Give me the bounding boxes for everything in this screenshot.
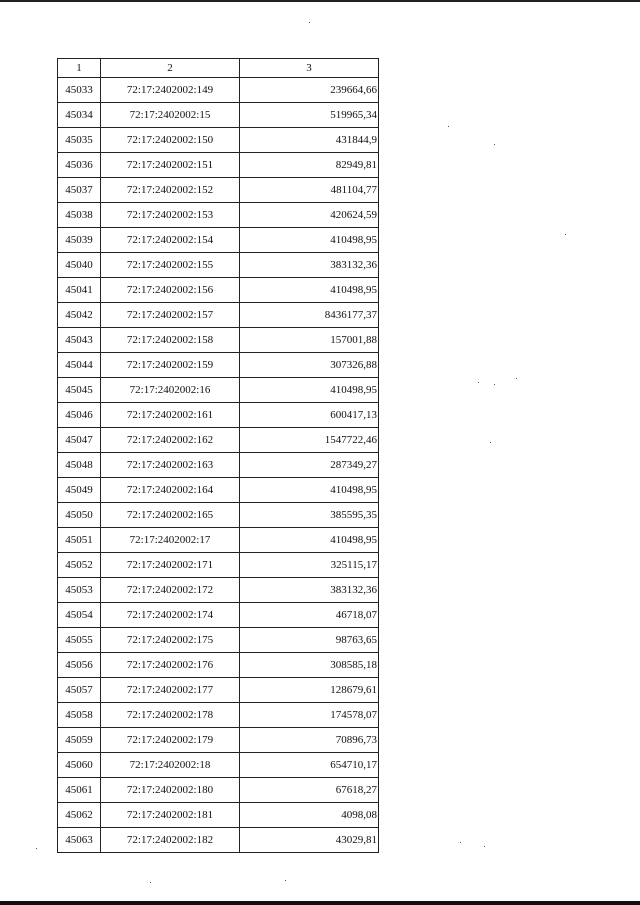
table-row [58,778,379,803]
value-cell: 325115,17 [240,553,379,578]
row-number-cell: 45045 [58,378,101,403]
row-number-cell: 45043 [58,328,101,353]
cadastral-number-cell: 72:17:2402002:155 [101,253,240,278]
row-number-cell: 45058 [58,703,101,728]
table-row [58,103,379,128]
row-number-cell: 45038 [58,203,101,228]
scan-edge-bottom [0,901,640,905]
table-row [58,303,379,328]
column-header-1: 1 [58,59,101,78]
row-number-cell: 45055 [58,628,101,653]
table-row [58,703,379,728]
scan-speck [494,384,495,385]
value-cell: 481104,77 [240,178,379,203]
table-row [58,628,379,653]
value-cell: 287349,27 [240,453,379,478]
table-row [58,178,379,203]
value-cell: 600417,13 [240,403,379,428]
cadastral-number-cell: 72:17:2402002:157 [101,303,240,328]
row-number-cell: 45050 [58,503,101,528]
value-cell: 174578,07 [240,703,379,728]
value-cell: 46718,07 [240,603,379,628]
value-cell: 410498,95 [240,528,379,553]
row-number-cell: 45053 [58,578,101,603]
cadastral-number-cell: 72:17:2402002:179 [101,728,240,753]
row-number-cell: 45059 [58,728,101,753]
cadastral-number-cell: 72:17:2402002:180 [101,778,240,803]
cadastral-table [57,58,379,853]
cadastral-number-cell: 72:17:2402002:177 [101,678,240,703]
scan-speck [478,382,479,383]
cadastral-number-cell: 72:17:2402002:18 [101,753,240,778]
row-number-cell: 45062 [58,803,101,828]
scan-speck [150,882,151,883]
cadastral-number-cell: 72:17:2402002:162 [101,428,240,453]
row-number-cell: 45036 [58,153,101,178]
value-cell: 157001,88 [240,328,379,353]
row-number-cell: 45039 [58,228,101,253]
row-number-cell: 45041 [58,278,101,303]
value-cell: 383132,36 [240,253,379,278]
row-number-cell: 45040 [58,253,101,278]
row-number-cell: 45035 [58,128,101,153]
cadastral-number-cell: 72:17:2402002:161 [101,403,240,428]
row-number-cell: 45037 [58,178,101,203]
row-number-cell: 45044 [58,353,101,378]
table-row [58,328,379,353]
table-row [58,503,379,528]
scan-speck [565,234,566,235]
value-cell: 519965,34 [240,103,379,128]
column-header-3: 3 [240,59,379,78]
value-cell: 128679,61 [240,678,379,703]
table-row [58,428,379,453]
cadastral-number-cell: 72:17:2402002:164 [101,478,240,503]
row-number-cell: 45048 [58,453,101,478]
scan-speck [494,144,495,145]
scan-speck [484,846,485,847]
row-number-cell: 45042 [58,303,101,328]
value-cell: 70896,73 [240,728,379,753]
row-number-cell: 45033 [58,78,101,103]
value-cell: 383132,36 [240,578,379,603]
cadastral-number-cell: 72:17:2402002:178 [101,703,240,728]
row-number-cell: 45051 [58,528,101,553]
value-cell: 654710,17 [240,753,379,778]
table-row [58,353,379,378]
scan-speck [36,848,37,849]
row-number-cell: 45046 [58,403,101,428]
row-number-cell: 45047 [58,428,101,453]
row-number-cell: 45052 [58,553,101,578]
row-number-cell: 45049 [58,478,101,503]
cadastral-number-cell: 72:17:2402002:176 [101,653,240,678]
cadastral-number-cell: 72:17:2402002:174 [101,603,240,628]
cadastral-number-cell: 72:17:2402002:151 [101,153,240,178]
value-cell: 410498,95 [240,478,379,503]
scan-speck [309,22,310,23]
table-row [58,653,379,678]
value-cell: 420624,59 [240,203,379,228]
scan-speck [516,378,517,379]
table-row [58,203,379,228]
cadastral-number-cell: 72:17:2402002:154 [101,228,240,253]
value-cell: 4098,08 [240,803,379,828]
scan-speck [285,880,286,881]
header-row [58,59,379,78]
scan-edge-top [0,0,640,2]
row-number-cell: 45056 [58,653,101,678]
row-number-cell: 45057 [58,678,101,703]
table-body [58,59,379,853]
cadastral-number-cell: 72:17:2402002:182 [101,828,240,853]
cadastral-number-cell: 72:17:2402002:153 [101,203,240,228]
scan-speck [448,126,449,127]
cadastral-number-cell: 72:17:2402002:16 [101,378,240,403]
cadastral-number-cell: 72:17:2402002:17 [101,528,240,553]
cadastral-number-cell: 72:17:2402002:172 [101,578,240,603]
value-cell: 308585,18 [240,653,379,678]
cadastral-number-cell: 72:17:2402002:163 [101,453,240,478]
value-cell: 1547722,46 [240,428,379,453]
table-row [58,553,379,578]
value-cell: 67618,27 [240,778,379,803]
value-cell: 410498,95 [240,378,379,403]
value-cell: 8436177,37 [240,303,379,328]
cadastral-number-cell: 72:17:2402002:152 [101,178,240,203]
table-row [58,828,379,853]
row-number-cell: 45034 [58,103,101,128]
table-row [58,153,379,178]
table-row [58,278,379,303]
value-cell: 410498,95 [240,228,379,253]
table-row [58,228,379,253]
cadastral-number-cell: 72:17:2402002:150 [101,128,240,153]
value-cell: 307326,88 [240,353,379,378]
row-number-cell: 45054 [58,603,101,628]
row-number-cell: 45063 [58,828,101,853]
row-number-cell: 45061 [58,778,101,803]
value-cell: 410498,95 [240,278,379,303]
value-cell: 431844,9 [240,128,379,153]
cadastral-number-cell: 72:17:2402002:156 [101,278,240,303]
cadastral-number-cell: 72:17:2402002:159 [101,353,240,378]
cadastral-number-cell: 72:17:2402002:181 [101,803,240,828]
cadastral-number-cell: 72:17:2402002:171 [101,553,240,578]
value-cell: 43029,81 [240,828,379,853]
table-row [58,453,379,478]
table-row [58,403,379,428]
table-row [58,478,379,503]
cadastral-number-cell: 72:17:2402002:165 [101,503,240,528]
scan-speck [490,442,491,443]
value-cell: 385595,35 [240,503,379,528]
table-row [58,678,379,703]
cadastral-number-cell: 72:17:2402002:158 [101,328,240,353]
table-row [58,603,379,628]
value-cell: 98763,65 [240,628,379,653]
cadastral-number-cell: 72:17:2402002:15 [101,103,240,128]
table-row [58,803,379,828]
row-number-cell: 45060 [58,753,101,778]
table-row [58,128,379,153]
column-header-2: 2 [101,59,240,78]
table-row [58,753,379,778]
value-cell: 239664,66 [240,78,379,103]
table-row [58,528,379,553]
table-row [58,253,379,278]
scan-speck [460,842,461,843]
cadastral-number-cell: 72:17:2402002:149 [101,78,240,103]
cadastral-number-cell: 72:17:2402002:175 [101,628,240,653]
value-cell: 82949,81 [240,153,379,178]
table-row [58,78,379,103]
table-row [58,378,379,403]
table-row [58,728,379,753]
table-row [58,578,379,603]
